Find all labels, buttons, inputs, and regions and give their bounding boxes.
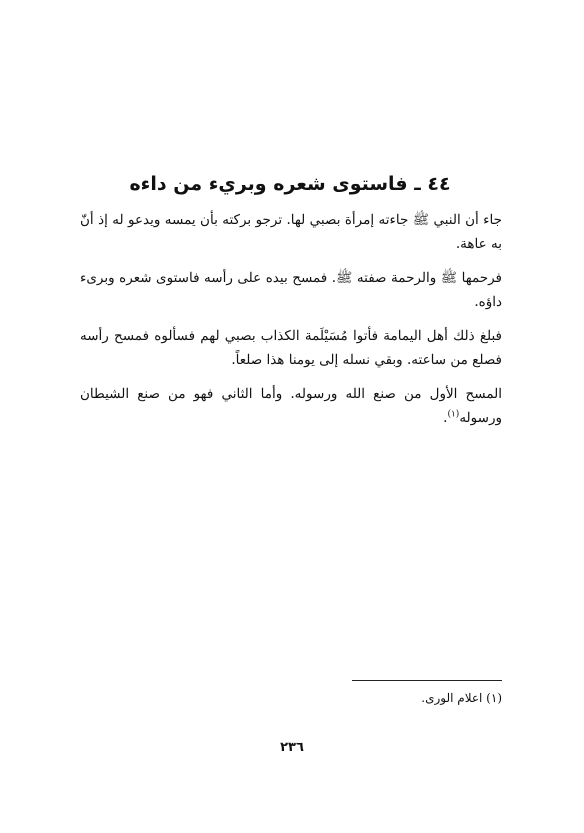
footnote-divider	[352, 680, 502, 681]
footnote: (١) اعلام الورى.	[421, 691, 502, 705]
section-title: ٤٤ ـ فاستوى شعره وبريء من داءه	[129, 173, 451, 195]
paragraph-4-end: .	[443, 410, 448, 426]
paragraph-3: فبلغ ذلك أهل اليمامة فأتوا مُسَيْلَمة الكذاب بصبي لهم فسألوه فمسح رأسه فصلع من ساعته. وبقي نسله إلى يومنا هذا صلعاً.	[80, 328, 502, 368]
paragraph-2: فرحمها ﷺ والرحمة صفته ﷺ. فمسح بيده على رأسه فاستوى شعره وبرىء داؤه.	[80, 270, 502, 310]
paragraph-4-text: المسح الأول من صنع الله ورسوله. وأما الثاني فهو من صنع الشيطان ورسوله	[80, 386, 502, 426]
body-text	[80, 208, 502, 440]
page-number: ٢٣٦	[280, 740, 304, 755]
paragraph-1: جاء أن النبي ﷺ جاءته إمرأة بصبي لها. ترجو بركته بأن يمسه ويدعو له إذ أنّ به عاهة.	[80, 212, 502, 252]
paragraph-4	[80, 382, 502, 430]
footnote-reference: (١)	[447, 409, 460, 420]
